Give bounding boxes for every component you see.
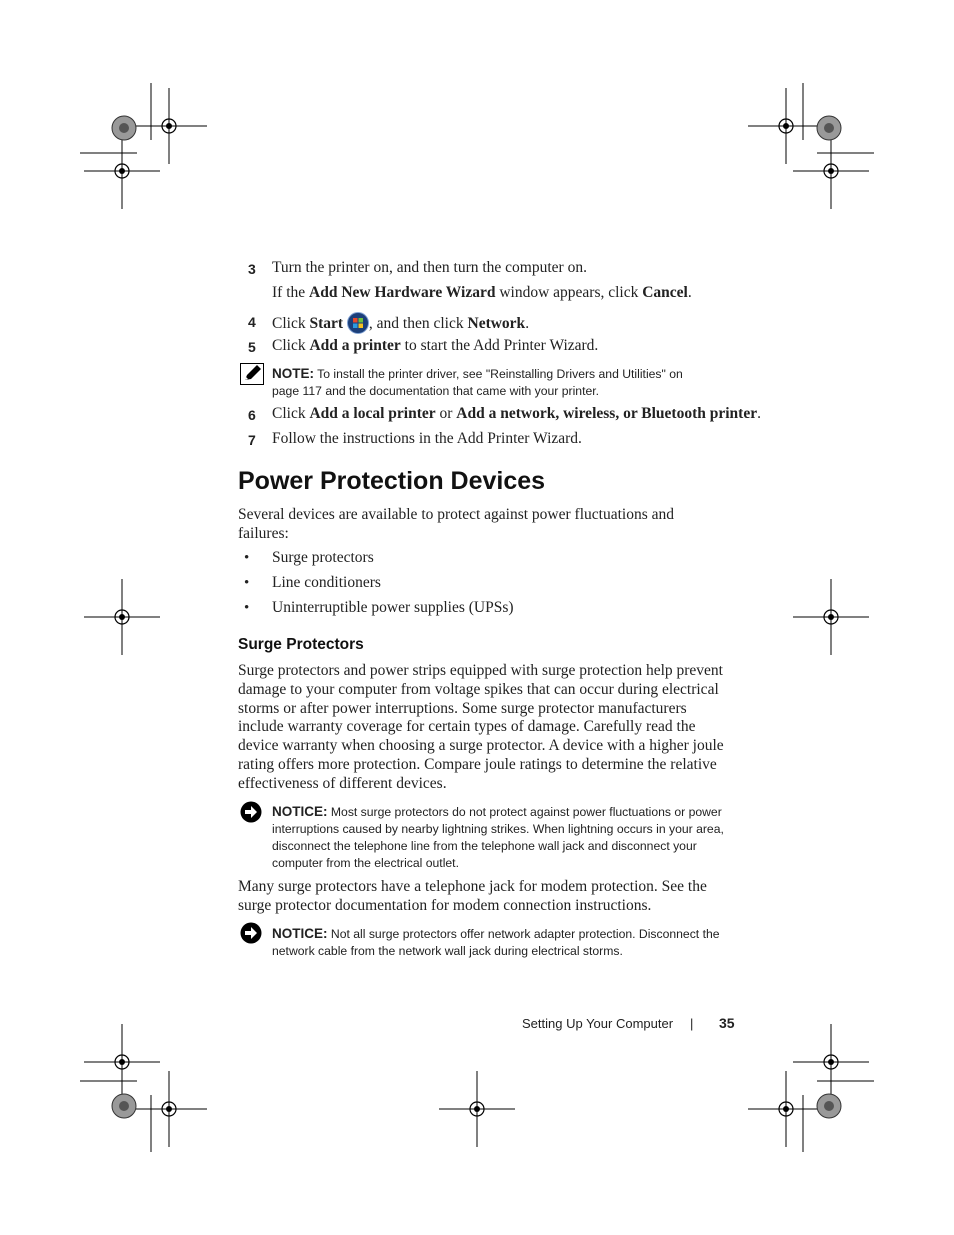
registration-mark-icon <box>84 1024 160 1100</box>
list-item: Surge protectors <box>272 549 374 566</box>
footer-chapter: Setting Up Your Computer <box>522 1016 674 1031</box>
step-text: Turn the printer on, and then turn the computer on. <box>272 259 587 276</box>
body-paragraph: Many surge protectors have a telephone jack for modem protection. See the surge protector documentation for modem connection instructions. <box>238 878 707 914</box>
section-title: Power Protection Devices <box>238 467 546 495</box>
bullet-icon: • <box>244 550 250 566</box>
step-number: 6 <box>248 407 256 423</box>
note-pencil-icon <box>240 363 264 385</box>
subsection-title: Surge Protectors <box>238 636 364 653</box>
list-item: Line conditioners <box>272 574 381 591</box>
registration-mark-icon <box>131 88 207 164</box>
step-number: 4 <box>248 314 256 330</box>
footer-separator: | <box>690 1016 694 1031</box>
bullet-icon: • <box>244 575 250 591</box>
notice-text: NOTICE: Most surge protectors do not protect against power fluctuations or power interruptions caused by nearby lightning strikes. When lightning occurs in your area, disconnect the telephone line from the telephone wall jack and disconnect your computer from the electrical outlet. <box>272 804 724 870</box>
registration-mark-icon <box>748 1071 824 1147</box>
color-target-icon <box>112 1094 136 1118</box>
notice-icon <box>240 801 262 823</box>
step-number: 3 <box>248 261 256 277</box>
list-item: Uninterruptible power supplies (UPSs) <box>272 599 514 616</box>
step-text: Click Start , and then click Network. <box>272 312 529 334</box>
registration-mark-icon <box>793 579 869 655</box>
registration-mark-icon <box>84 133 160 209</box>
registration-mark-icon <box>439 1071 515 1147</box>
registration-mark-icon <box>131 1071 207 1147</box>
color-target-icon <box>817 1094 841 1118</box>
step-text: Follow the instructions in the Add Printer Wizard. <box>272 430 582 447</box>
color-target-icon <box>817 116 841 140</box>
step-substep: If the Add New Hardware Wizard window appears, click Cancel. <box>272 284 692 301</box>
notice-icon <box>240 922 262 944</box>
registration-mark-icon <box>793 1024 869 1100</box>
notice-text: NOTICE: Not all surge protectors offer network adapter protection. Disconnect the network cable from the network wall jack during electrical storms. <box>272 926 720 958</box>
registration-mark-icon <box>748 88 824 164</box>
bullet-icon: • <box>244 600 250 616</box>
step-number: 7 <box>248 432 256 448</box>
step-text: Click Add a printer to start the Add Printer Wizard. <box>272 337 599 354</box>
registration-mark-icon <box>793 133 869 209</box>
windows-start-icon <box>347 312 369 334</box>
step-text: Click Add a local printer or Add a network, wireless, or Bluetooth printer. <box>272 405 761 422</box>
page-number: 35 <box>719 1015 735 1031</box>
color-target-icon <box>112 116 136 140</box>
body-paragraph: Surge protectors and power strips equipped with surge protection help prevent damage to your computer from voltage spikes that can occur during electrical storms or after power interruptions. Some surge protector manufacturers include warranty coverage for certain types of damage. Carefully read the device warranty when choosing a surge protector. A device with a higher joule rating offers more protection. Compare joule ratings to determine the relative effectiveness of different devices. <box>238 662 724 792</box>
step-number: 5 <box>248 339 256 355</box>
note-text: NOTE: To install the printer driver, see "Reinstalling Drivers and Utilities" on page 117 and the documentation that came with your printer. <box>272 366 683 398</box>
registration-mark-icon <box>84 579 160 655</box>
section-intro: Several devices are available to protect against power fluctuations and failures: <box>238 506 674 542</box>
